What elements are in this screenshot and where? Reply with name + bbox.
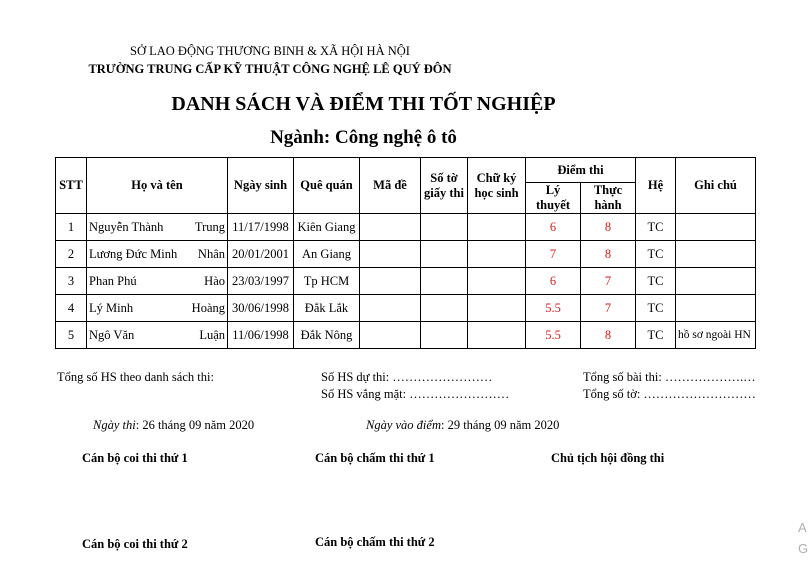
cell-sheets (421, 241, 468, 268)
cell-code (360, 295, 421, 322)
edge-letter-a: A (798, 520, 807, 535)
cell-note (676, 241, 756, 268)
total-papers: Tổng số bài thi: ……………….… (583, 370, 756, 384)
document-title: DANH SÁCH VÀ ĐIỂM THI TỐT NGHIỆP (171, 93, 556, 115)
cell-code (360, 214, 421, 241)
cell-system: TC (636, 214, 676, 241)
cell-code (360, 322, 421, 349)
header-practice-line2: hành (594, 198, 622, 212)
header-name: Họ và tên (87, 158, 228, 214)
cell-practice: 7 (581, 295, 636, 322)
header-code: Mã đề (360, 158, 421, 214)
table-row (56, 295, 756, 322)
cell-stt: 3 (56, 268, 87, 295)
cell-hometown: Đắk Lắk (294, 295, 360, 322)
cell-note (676, 295, 756, 322)
cell-name-last: Hoàng (191, 300, 225, 315)
cell-name (87, 214, 228, 241)
total-sheets: Tổng số tờ: ……………………… (583, 387, 756, 401)
header-stt: STT (56, 158, 87, 214)
cell-name-last: Nhân (197, 246, 225, 261)
entry-date (366, 418, 559, 433)
cell-hometown: Tp HCM (294, 268, 360, 295)
table-row (56, 322, 756, 349)
exam-date (93, 418, 254, 433)
table-row (56, 214, 756, 241)
org-line-1: SỞ LAO ĐỘNG THƯƠNG BINH & XÃ HỘI HÀ NỘI (130, 44, 410, 58)
header-sheets-line2: giấy thi (424, 185, 464, 200)
header-theory (526, 183, 581, 214)
org-line-2: TRƯỜNG TRUNG CẤP KỸ THUẬT CÔNG NGHỆ LÊ QUÝ ĐÔN (88, 62, 452, 76)
cell-signature (468, 295, 526, 322)
cell-practice: 8 (581, 214, 636, 241)
cell-name-first: Lương Đức Minh (89, 246, 178, 261)
cell-signature (468, 241, 526, 268)
cell-hometown: Đắk Nông (294, 322, 360, 349)
cell-signature (468, 322, 526, 349)
score-table (55, 157, 756, 349)
document-subtitle: Ngành: Công nghệ ô tô (270, 127, 457, 148)
cell-dob: 23/03/1997 (228, 268, 294, 295)
cell-hometown: Kiên Giang (294, 214, 360, 241)
cell-hometown: An Giang (294, 241, 360, 268)
cell-practice: 8 (581, 322, 636, 349)
cell-stt: 1 (56, 214, 87, 241)
header-scores: Điểm thi (526, 158, 636, 183)
cell-sheets (421, 295, 468, 322)
signature-proctor-1: Cán bộ coi thi thứ 1 (82, 451, 188, 465)
cell-name (87, 241, 228, 268)
cell-system: TC (636, 295, 676, 322)
exam-date-value: : 26 tháng 09 năm 2020 (135, 418, 255, 432)
header-theory-line2: thuyết (535, 198, 571, 212)
cell-code (360, 241, 421, 268)
cell-theory: 6 (526, 268, 581, 295)
cell-name (87, 295, 228, 322)
table-row (56, 268, 756, 295)
exam-date-label: Ngày thi (93, 418, 136, 432)
cell-system: TC (636, 322, 676, 349)
cell-dob: 30/06/1998 (228, 295, 294, 322)
cell-note: hồ sơ ngoài HN (676, 322, 756, 349)
signature-proctor-2: Cán bộ coi thi thứ 2 (82, 537, 188, 551)
cell-sheets (421, 322, 468, 349)
cell-stt: 2 (56, 241, 87, 268)
cell-stt: 4 (56, 295, 87, 322)
cell-note (676, 214, 756, 241)
cell-system: TC (636, 241, 676, 268)
absent-count: Số HS vắng mặt: …………………… (321, 387, 510, 401)
cell-signature (468, 268, 526, 295)
cell-theory: 5.5 (526, 322, 581, 349)
signature-grader-2: Cán bộ chấm thi thứ 2 (315, 535, 435, 549)
cell-stt: 5 (56, 322, 87, 349)
edge-letter-g: G (798, 541, 808, 556)
signature-chair: Chủ tịch hội đồng thi (551, 451, 665, 465)
header-practice (581, 183, 636, 214)
header-practice-line1: Thực (593, 183, 623, 197)
cell-name-first: Nguyễn Thành (89, 219, 164, 234)
cell-name (87, 322, 228, 349)
cell-name (87, 268, 228, 295)
cell-code (360, 268, 421, 295)
header-signature-line1: Chữ ký (476, 170, 517, 185)
entry-date-value: : 29 tháng 09 năm 2020 (440, 418, 560, 432)
cell-sheets (421, 214, 468, 241)
present-count: Số HS dự thi: …………………… (321, 370, 493, 384)
cell-dob: 11/06/1998 (228, 322, 294, 349)
cell-name-first: Ngô Văn (89, 327, 135, 342)
cell-name-last: Luận (199, 327, 225, 342)
header-signature-line2: học sinh (474, 185, 519, 200)
header-signature (468, 158, 526, 214)
header-sheets-line1: Số tờ (430, 170, 458, 185)
cell-dob: 11/17/1998 (228, 214, 294, 241)
total-listed-label: Tổng số HS theo danh sách thi: (57, 370, 214, 384)
header-sheets (421, 158, 468, 214)
entry-date-label: Ngày vào điểm (366, 418, 441, 432)
cell-theory: 5.5 (526, 295, 581, 322)
table-row (56, 241, 756, 268)
cell-sheets (421, 268, 468, 295)
cell-theory: 6 (526, 214, 581, 241)
cell-name-last: Hào (204, 273, 225, 288)
cell-practice: 8 (581, 241, 636, 268)
cell-note (676, 268, 756, 295)
header-note: Ghi chú (676, 158, 756, 214)
header-theory-line1: Lý (545, 183, 561, 197)
cell-practice: 7 (581, 268, 636, 295)
cell-signature (468, 214, 526, 241)
cell-theory: 7 (526, 241, 581, 268)
cell-name-first: Phan Phú (89, 273, 137, 288)
cell-system: TC (636, 268, 676, 295)
cell-dob: 20/01/2001 (228, 241, 294, 268)
header-dob: Ngày sinh (228, 158, 294, 214)
header-system: Hệ (636, 158, 676, 214)
signature-grader-1: Cán bộ chấm thi thứ 1 (315, 451, 435, 465)
cell-name-last: Trung (194, 219, 225, 234)
header-hometown: Quê quán (294, 158, 360, 214)
cell-name-first: Lý Minh (89, 300, 134, 315)
